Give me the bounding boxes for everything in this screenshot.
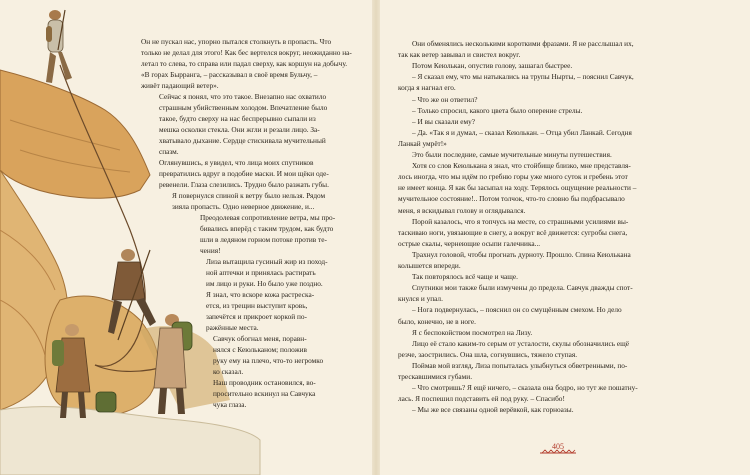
- right-text-line: таскиваю ноги, увязающие в снегу, а вокруг всё движется: сугробы снега,: [398, 228, 628, 237]
- right-text-line: Я с беспокойством посмотрел на Лизу.: [412, 328, 533, 337]
- right-text-line: – Что же он ответил?: [412, 95, 478, 104]
- left-text-line: чука глаза.: [213, 401, 247, 409]
- left-text-line: Савчук обогнал меня, поравн-: [213, 335, 307, 343]
- left-text-line: Преодолевая сопротивление ветра, мы про-: [200, 214, 336, 222]
- page-number-folio: [538, 441, 578, 457]
- right-text-line: – Да. «Так я и думал, – сказал Кеюлькан. – Отца убил Ланкай. Сегодня: [412, 128, 632, 137]
- left-page: [0, 0, 372, 475]
- left-text-line: ко сказал.: [213, 368, 244, 376]
- left-text-line: зияла пропасть. Одно неверное движение, и...: [172, 203, 315, 211]
- left-text-line: «В горах Бырранга, – рассказывал в своё время Бульчу, –: [141, 71, 318, 79]
- right-text-line: было, конечно, не в ноге.: [398, 317, 476, 326]
- right-text-line: меня, я вскидывал голову и оглядывался.: [398, 206, 526, 215]
- right-text-line: Ланкай умрёт!»: [398, 139, 447, 148]
- left-text-line: чения!: [200, 247, 221, 255]
- right-text-line: Потом Кеюлькан, опустив голову, зашагал быстрее.: [412, 62, 573, 71]
- page-number: 405: [552, 442, 564, 451]
- right-text-line: лось иногда, что мы идём по гребню горы уже много суток и гребень этот: [398, 173, 628, 182]
- right-text-line: кнулся и упал.: [398, 295, 443, 304]
- right-text-line: Трахнул головой, чтобы прогнать дурноту. Прошло. Спина Кеюлькана: [412, 250, 631, 259]
- left-text-line: живёт падающий ветер».: [141, 82, 219, 90]
- left-text-line: Я повернулся спиной к ветру было нельзя. Рядом: [172, 192, 326, 200]
- left-text-line: страшным убийственным холодом. Впечатление было: [159, 104, 328, 112]
- left-text-line: Оглянувшись, я увидел, что лица моих спутников: [159, 159, 314, 167]
- left-text-line: Наш проводник остановился, во-: [213, 379, 316, 387]
- right-text-line: – Нога подвернулась, – пояснил он со смущённым смехом. Но дело: [412, 306, 622, 315]
- book-gutter: [372, 0, 380, 475]
- left-text-line: Я знал, что вскоре кожа растрескa-: [206, 291, 315, 299]
- right-text-line: Поймав мой взгляд, Лиза попыталась улыбнуться обветренными, по-: [412, 361, 628, 370]
- right-text-line: мучительное состояние!.. Потом толчок, что-то словно бы подбрасывало: [398, 195, 625, 204]
- left-text-line: мешка осколки стекла. Они жгли и резали лицо. За-: [159, 126, 320, 134]
- left-text-line: ревенели. Глаза слезились. Трудно было разжать губы.: [159, 181, 329, 189]
- right-text-line: так как ветер завывал и свистел вокруг.: [398, 51, 521, 60]
- left-text-line: ражённые места.: [206, 324, 259, 332]
- left-text-line: Сейчас я понял, что это такое. Внезапно нас охватило: [159, 93, 327, 101]
- left-text-line: им лицо и руки. Но было уже поздно.: [206, 280, 323, 288]
- left-page-text: [0, 0, 372, 475]
- right-text-line: Лицо её стало каким-то серым от усталости, скулы обозначились ещё: [412, 339, 629, 348]
- right-text-line: колышется впереди.: [398, 262, 461, 270]
- right-page-text: [380, 0, 750, 475]
- left-text-line: хватывало дыхание. Сердце стискивала мучительный: [159, 137, 326, 145]
- right-text-line: Хотя со слов Кеюлькана я знал, что стойбище близко, мне представля-: [412, 162, 631, 171]
- left-text-line: летал то слева, то справа или падал сверху, как коршун на добычу.: [141, 60, 348, 68]
- right-text-line: не имеет конца. Я как бы засыпал на ходу. Терялось ощущение реальности –: [398, 184, 637, 193]
- left-text-line: такое, будто сверху на нас беспрерывно сыпали из: [159, 115, 316, 123]
- left-text-line: шли в ледяном горном потоке против те-: [200, 236, 327, 244]
- right-text-line: – Что смотришь? Я ещё ничего, – сказала она бодро, но тут же пошатну-: [412, 384, 638, 393]
- left-text-line: бивались вперёд с таким трудом, как будто: [200, 225, 334, 233]
- right-text-line: – Мы же все связаны одной верёвкой, как горноазы.: [412, 406, 574, 415]
- left-text-line: Лиза вытащила гусиный жир из поход-: [206, 258, 328, 266]
- right-page: [380, 0, 750, 475]
- right-text-line: когда я нагнал его.: [398, 84, 456, 93]
- right-text-line: Спутники мои также были измучены до предела. Савчук дважды спот-: [412, 284, 633, 293]
- right-text-line: трескавшимися губами.: [398, 373, 473, 381]
- left-text-line: спазм.: [159, 148, 179, 156]
- right-text-line: – И вы сказали ему?: [412, 117, 475, 126]
- right-text-line: Они обменялись несколькими короткими фразами. Я не расслышал их,: [412, 40, 634, 48]
- right-text-line: Порой казалось, что я топчусь на месте, со страшными усилиями вы-: [412, 217, 629, 226]
- right-text-line: – Только спросил, какого цвета было оперение стрелы.: [412, 106, 583, 115]
- left-text-line: Он не пускал нас, упорно пытался столкнуть в пропасть. Что: [141, 38, 332, 46]
- right-text-line: Так повторялось всё чаще и чаще.: [412, 273, 518, 282]
- left-text-line: запечётся и прикроет коркой по-: [206, 313, 307, 321]
- left-text-line: нялся с Кеюльканом; положив: [213, 346, 307, 354]
- right-text-line: лась. Я поспешил подставить ей под руку. – Спасибо!: [398, 395, 565, 404]
- left-text-line: руку ему на плечо, что-то негромко: [213, 357, 324, 365]
- left-text-line: только не делал для этого! Как бес вертелся вокруг, неожиданно на-: [141, 49, 352, 57]
- left-text-line: ется, из трещин выступит кровь,: [206, 302, 308, 310]
- right-text-line: Это были последние, самые мучительные минуты путешествия.: [412, 151, 612, 159]
- right-text-line: острые скалы, чернеющие осыпи галечника...: [398, 239, 541, 248]
- left-text-line: просительно вскинул на Савчука: [213, 390, 316, 398]
- left-text-line: превратились вдруг в подобие маски. И мои щёки оде-: [159, 170, 329, 178]
- right-text-line: – Я сказал ему, что мы натыкались на трупы Нырты, – пояснил Савчук,: [412, 73, 634, 82]
- right-text-line: резче, заострились. Она шла, согнувшись, тяжело ступая.: [398, 350, 578, 359]
- left-text-line: ной аптечки и принялась растирать: [206, 269, 316, 277]
